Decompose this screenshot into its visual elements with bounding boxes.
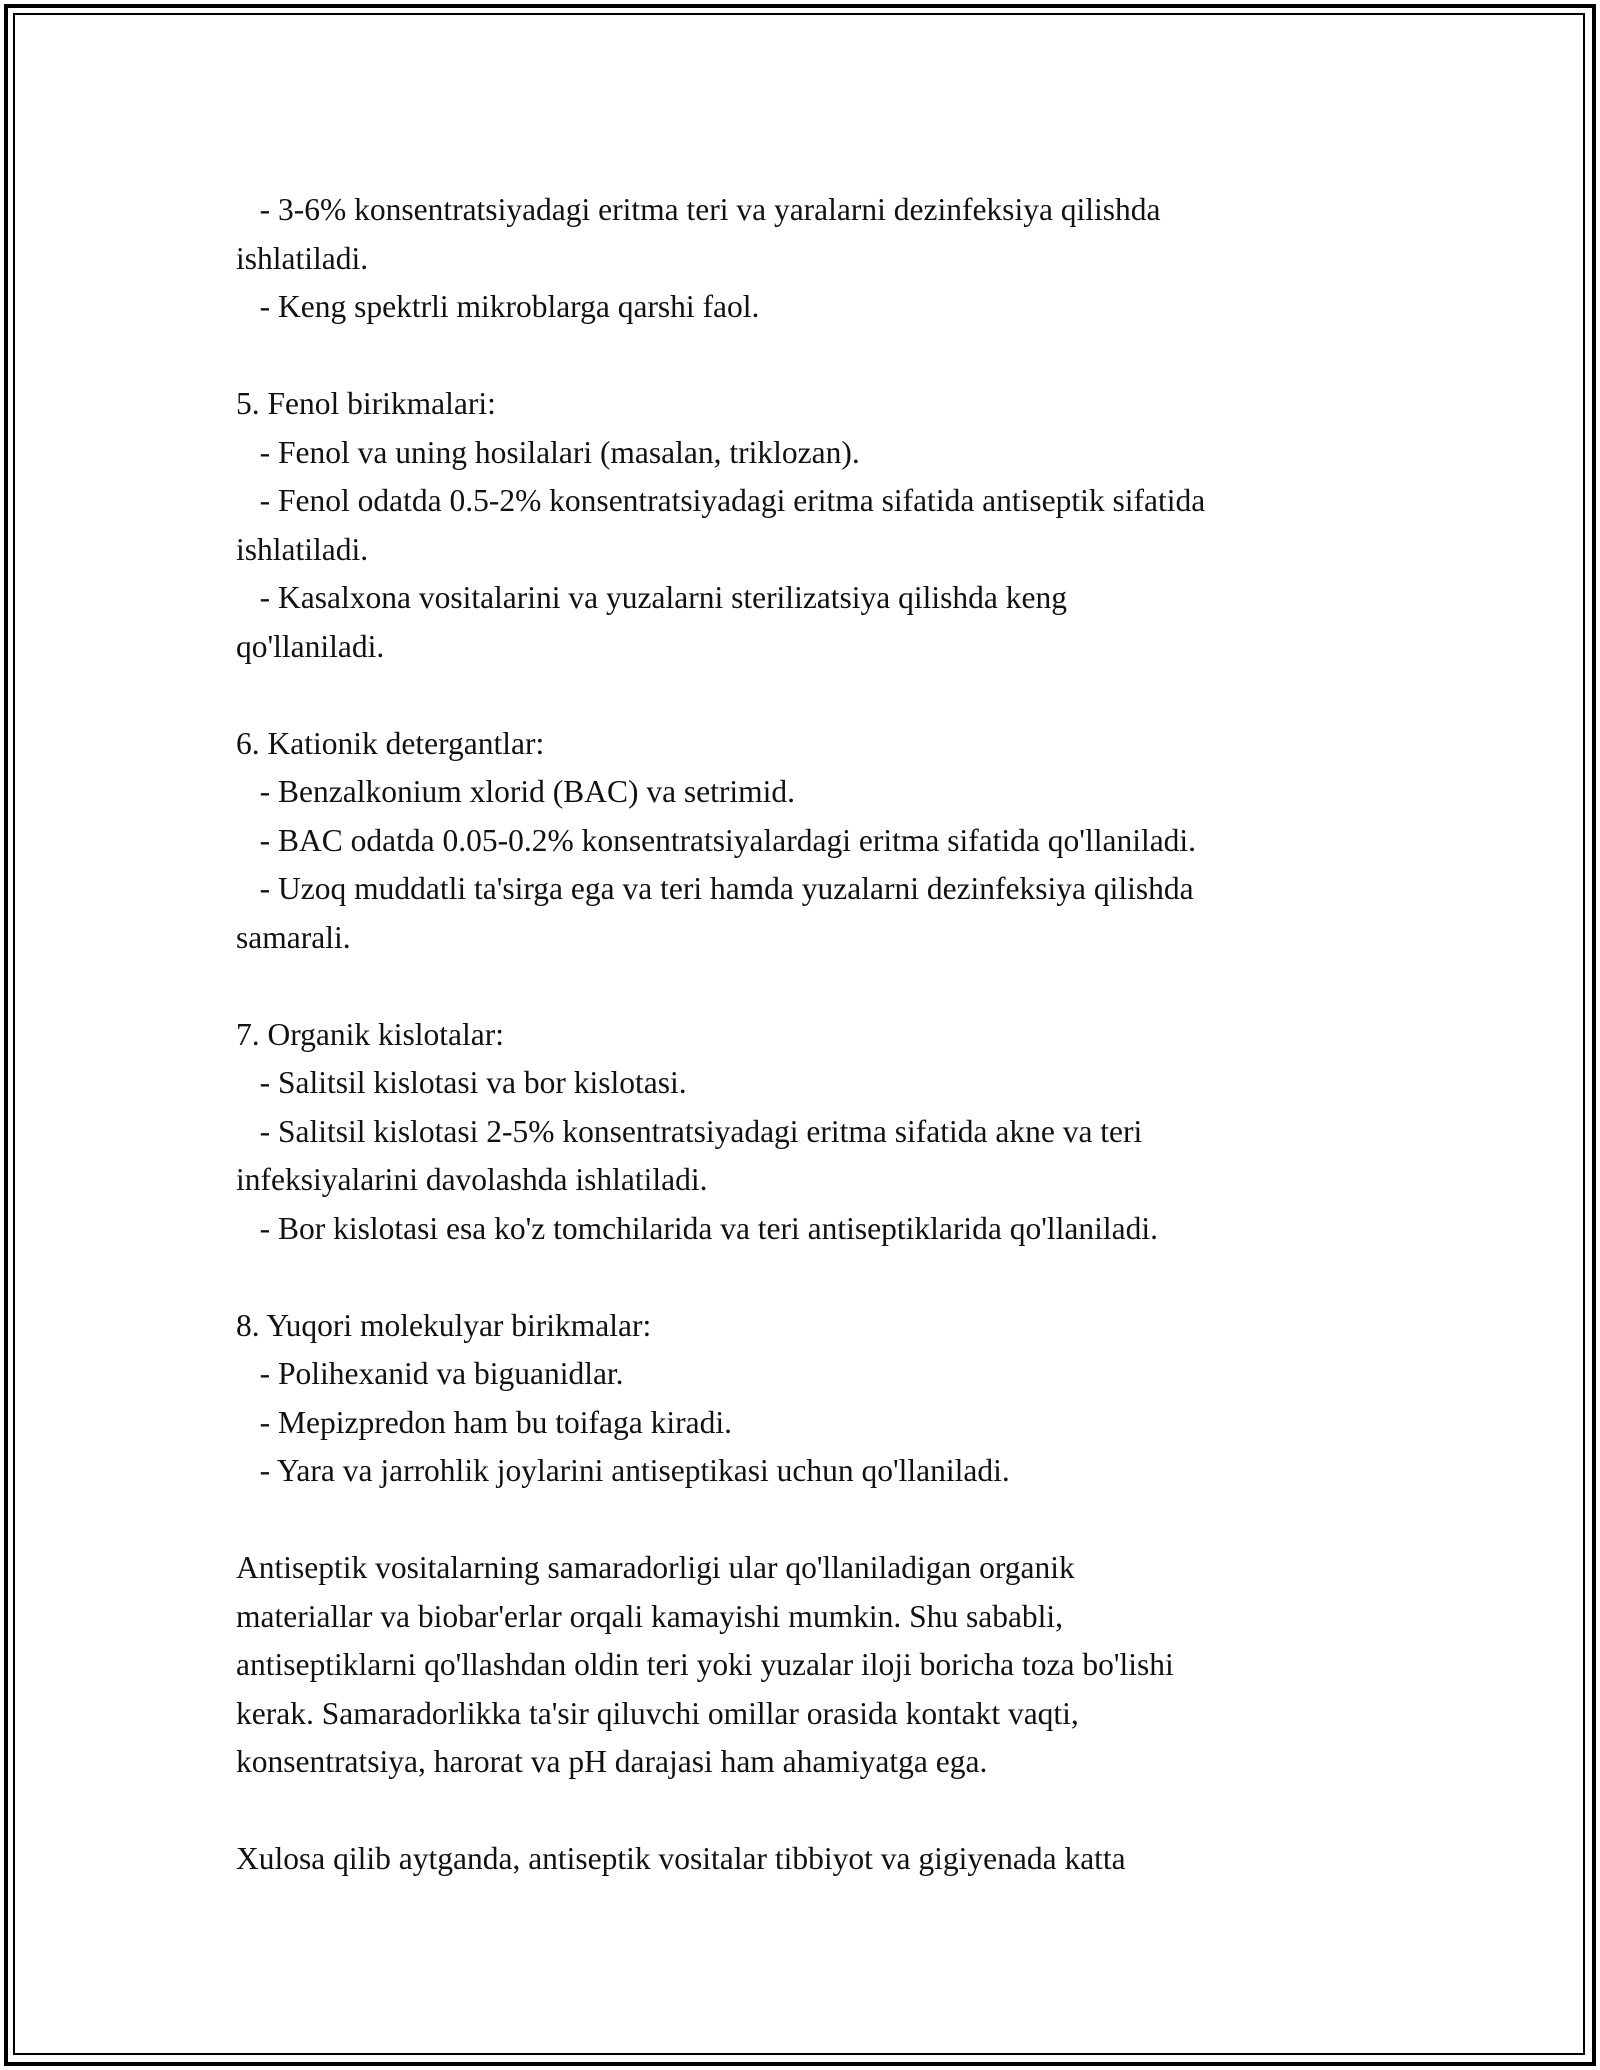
text-line: - Keng spektrli mikroblarga qarshi faol. (236, 289, 760, 324)
section-heading-8: 8. Yuqori molekulyar birikmalar: (236, 1307, 652, 1343)
blank-line (236, 671, 1396, 720)
paragraph-line: konsentratsiya, harorat va pH darajasi ham ahamiyatga ega. (236, 1744, 988, 1779)
section-heading-6: 6. Kationik detergantlar: (236, 725, 545, 761)
text-line: - Uzoq muddatli ta'sirga ega va teri hamda yuzalarni dezinfeksiya qilishda (236, 871, 1194, 906)
paragraph-line: Antiseptik vositalarning samaradorligi ular qo'llaniladigan organik (236, 1550, 1075, 1585)
paragraph-line: Xulosa qilib aytganda, antiseptik vositalar tibbiyot va gigiyenada katta (236, 1841, 1126, 1876)
text-line: - BAC odatda 0.05-0.2% konsentratsiyalardagi eritma sifatida qo'llaniladi. (236, 822, 1197, 858)
text-line: ishlatiladi. (236, 240, 369, 276)
text-line: - Fenol odatda 0.5-2% konsentratsiyadagi eritma sifatida antiseptik sifatida (236, 483, 1206, 518)
text-line: - Benzalkonium xlorid (BAC) va setrimid. (236, 774, 796, 809)
paragraph-line: antiseptiklarni qo'llashdan oldin teri yoki yuzalar iloji boricha toza bo'lishi (236, 1647, 1174, 1682)
blank-line (236, 1787, 1396, 1836)
text-line: samarali. (236, 919, 351, 955)
text-line: - Yara va jarrohlik joylarini antiseptikasi uchun qo'llaniladi. (236, 1453, 1010, 1488)
blank-line (236, 1496, 1396, 1545)
text-line: - Kasalxona vositalarini va yuzalarni sterilizatsiya qilishda keng (236, 580, 1067, 615)
text-line: qo'llaniladi. (236, 628, 385, 664)
blank-line (236, 1253, 1396, 1302)
text-line: - Fenol va uning hosilalari (masalan, triklozan). (236, 434, 860, 470)
text-line: - Polihexanid va biguanidlar. (236, 1356, 624, 1391)
text-line: - Bor kislotasi esa ko'z tomchilarida va teri antiseptiklarida qo'llaniladi. (236, 1210, 1158, 1246)
text-line: - Mepizpredon ham bu toifaga kiradi. (236, 1404, 732, 1440)
document-body (236, 186, 1396, 1884)
paragraph-line: kerak. Samaradorlikka ta'sir qiluvchi omillar orasida kontakt vaqti, (236, 1695, 1079, 1731)
section-heading-7: 7. Organik kislotalar: (236, 1016, 504, 1052)
section-heading-5: 5. Fenol birikmalari: (236, 386, 496, 421)
text-line: - Salitsil kislotasi va bor kislotasi. (236, 1065, 687, 1100)
text-line: ishlatiladi. (236, 531, 369, 567)
blank-line (236, 332, 1396, 381)
text-line: infeksiyalarini davolashda ishlatiladi. (236, 1162, 708, 1197)
text-line: - 3-6% konsentratsiyadagi eritma teri va yaralarni dezinfeksiya qilishda (236, 192, 1161, 227)
text-line: - Salitsil kislotasi 2-5% konsentratsiyadagi eritma sifatida akne va teri (236, 1113, 1143, 1149)
blank-line (236, 962, 1396, 1011)
paragraph-line: materiallar va biobar'erlar orqali kamayishi mumkin. Shu sababli, (236, 1598, 1064, 1634)
